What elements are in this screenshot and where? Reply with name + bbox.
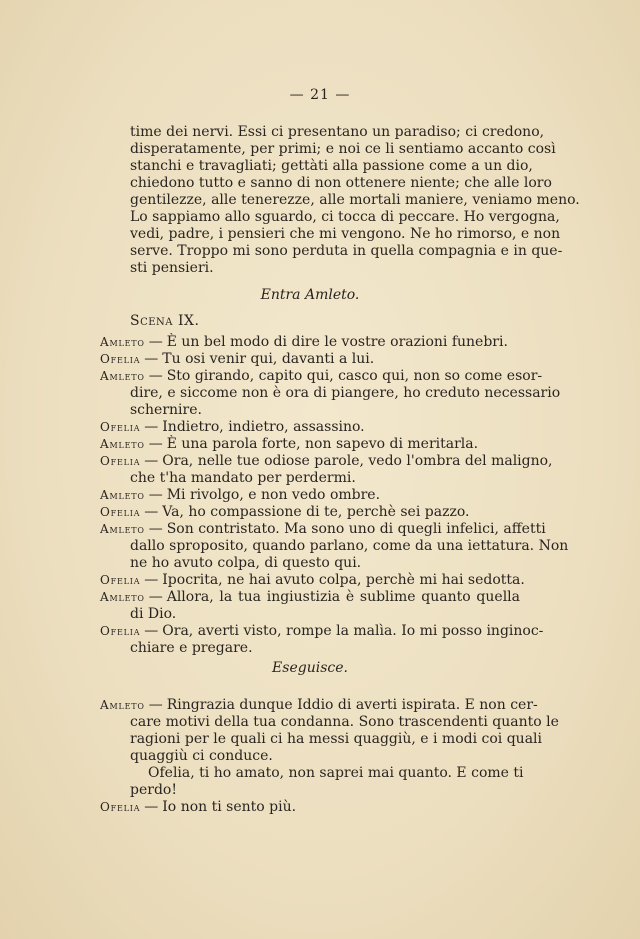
speech	[100, 351, 520, 368]
speech-text: Mi rivolgo, e non vedo ombre.	[166, 487, 381, 503]
speech	[100, 697, 559, 799]
speech	[100, 419, 520, 436]
opening-paragraph	[100, 124, 580, 277]
speech-text: Indietro, indietro, assassino.	[162, 419, 365, 435]
speech-dash: —	[148, 436, 163, 452]
speech	[100, 589, 520, 623]
speech-continuation-line: dire, e siccome non è ora di piangere, ho creduto necessario	[130, 385, 561, 401]
speech-first-line	[100, 368, 543, 385]
speech-first-line	[100, 504, 520, 521]
speech-continuation-line: chiare e pregare.	[130, 640, 253, 656]
stage-direction-text: Entra Amleto.	[260, 287, 360, 303]
speech-continuation-line: care motivi della tua condanna. Sono trascendenti quanto le	[130, 714, 559, 730]
speaker-name: Ofelia	[100, 624, 141, 638]
speech-text: Ora, nelle tue odiose parole, vedo l'ombra del maligno,	[162, 453, 553, 469]
speech-first-line	[100, 697, 538, 714]
speech-text: È una parola forte, non sapevo di meritarla.	[166, 436, 479, 452]
speech	[100, 521, 569, 572]
speech-first-line	[100, 799, 520, 816]
speech-dash: —	[148, 368, 163, 384]
dialogue-block	[100, 334, 569, 657]
text-line: sti pensieri.	[130, 260, 214, 276]
speaker-name: Amleto	[100, 488, 145, 502]
speaker-name: Amleto	[100, 369, 145, 383]
page-number: — 21 —	[289, 87, 351, 103]
speech-text: È un bel modo di dire le vostre orazioni funebri.	[166, 334, 508, 350]
speech-dash: —	[144, 799, 159, 815]
text-line: vedi, padre, i pensieri che mi vengono. Ne ho rimorso, e non	[130, 226, 561, 242]
speaker-name: Ofelia	[100, 420, 141, 434]
speech-text: Allora, la tua ingiustizia è sublime quanto quella	[166, 589, 520, 605]
speaker-name: Ofelia	[100, 800, 141, 814]
speech	[100, 504, 520, 521]
speech-dash: —	[148, 487, 163, 503]
text-line: serve. Troppo mi sono perduta in quella compagnia e in que-	[130, 243, 563, 259]
speech-first-line	[100, 521, 546, 538]
speech	[100, 436, 520, 453]
speaker-name: Ofelia	[100, 505, 141, 519]
speech	[100, 572, 525, 589]
speech	[100, 799, 520, 816]
speech	[100, 453, 553, 487]
speech-first-line	[100, 572, 525, 589]
speech-text: Sto girando, capito qui, casco qui, non so come esor-	[166, 368, 543, 384]
speech-dash: —	[144, 419, 159, 435]
speech-first-line	[100, 487, 520, 504]
speech-continuation-line: dallo sproposito, quando parlano, come da una iettatura. Non	[130, 538, 569, 554]
speaker-name: Amleto	[100, 698, 145, 712]
speech-continuation-line: quaggiù ci conduce.	[130, 748, 273, 764]
speaker-name: Ofelia	[100, 573, 141, 587]
scene-heading	[100, 313, 520, 330]
speech-paragraph-line: perdo!	[130, 782, 177, 798]
speech-dash: —	[144, 453, 159, 469]
speech	[100, 368, 561, 419]
speech-dash: —	[148, 589, 163, 605]
speech-continuation-line: di Dio.	[130, 606, 177, 622]
speech-text: Va, ho compassione di te, perchè sei pazzo.	[162, 504, 470, 520]
closing-dialogue	[100, 697, 559, 816]
speech-dash: —	[148, 334, 163, 350]
speech-dash: —	[148, 697, 163, 713]
speech	[100, 334, 520, 351]
text-line: time dei nervi. Essi ci presentano un paradiso; ci credono,	[130, 124, 545, 140]
speaker-name: Amleto	[100, 335, 145, 349]
speech-continuation-line: che t'ha mandato per perdermi.	[130, 470, 356, 486]
stage-direction-text: Eseguisce.	[272, 660, 348, 676]
speaker-name: Amleto	[100, 522, 145, 536]
speech-paragraph-line: Ofelia, ti ho amato, non saprei mai quanto. E come ti	[148, 765, 524, 781]
speech-first-line	[100, 453, 553, 470]
stage-direction-entrance	[100, 287, 520, 304]
speech-continuation-line: ragioni per le quali ci ha messi quaggiù, e i modi coi quali	[130, 731, 543, 747]
speech-continuation-line: schernire.	[130, 402, 202, 418]
speech	[100, 623, 544, 657]
speech-dash: —	[144, 351, 159, 367]
speech-first-line	[100, 351, 520, 368]
speaker-name: Ofelia	[100, 352, 141, 366]
speech-text: Son contristato. Ma sono uno di quegli infelici, affetti	[166, 521, 546, 537]
speech-text: Ora, averti visto, rompe la malìa. Io mi posso inginoc-	[162, 623, 544, 639]
stage-direction-action	[100, 660, 520, 677]
scene-title: Scena IX.	[130, 313, 200, 329]
text-line: stanchi e travagliati; gettàti alla passione come a un dio,	[130, 158, 533, 174]
speech-dash: —	[144, 623, 159, 639]
speech-continuation-line: ne ho avuto colpa, di questo qui.	[130, 555, 362, 571]
speech-dash: —	[144, 504, 159, 520]
speech-first-line	[100, 623, 544, 640]
speech-first-line	[100, 419, 520, 436]
text-line: gentilezze, alle tenerezze, alle mortali maniere, veniamo meno.	[130, 192, 580, 208]
text-line: disperatamente, per primi; e noi ce li sentiamo accanto così	[130, 141, 556, 157]
text-line: chiedono tutto e sanno di non ottenere niente; che alle loro	[130, 175, 552, 191]
speech-text: Io non ti sento più.	[162, 799, 297, 815]
speech	[100, 487, 520, 504]
speaker-name: Amleto	[100, 437, 145, 451]
speaker-name: Amleto	[100, 590, 145, 604]
speaker-name: Ofelia	[100, 454, 141, 468]
speech-dash: —	[144, 572, 159, 588]
text-line: Lo sappiamo allo sguardo, ci tocca di peccare. Ho vergogna,	[130, 209, 560, 225]
speech-text: Tu osi venir qui, davanti a lui.	[162, 351, 375, 367]
speech-text: Ipocrita, ne hai avuto colpa, perchè mi hai sedotta.	[162, 572, 525, 588]
speech-first-line	[100, 334, 520, 351]
speech-text: Ringrazia dunque Iddio di averti ispirata. E non cer-	[166, 697, 538, 713]
speech-first-line	[100, 436, 520, 453]
speech-first-line	[100, 589, 520, 606]
speech-dash: —	[148, 521, 163, 537]
